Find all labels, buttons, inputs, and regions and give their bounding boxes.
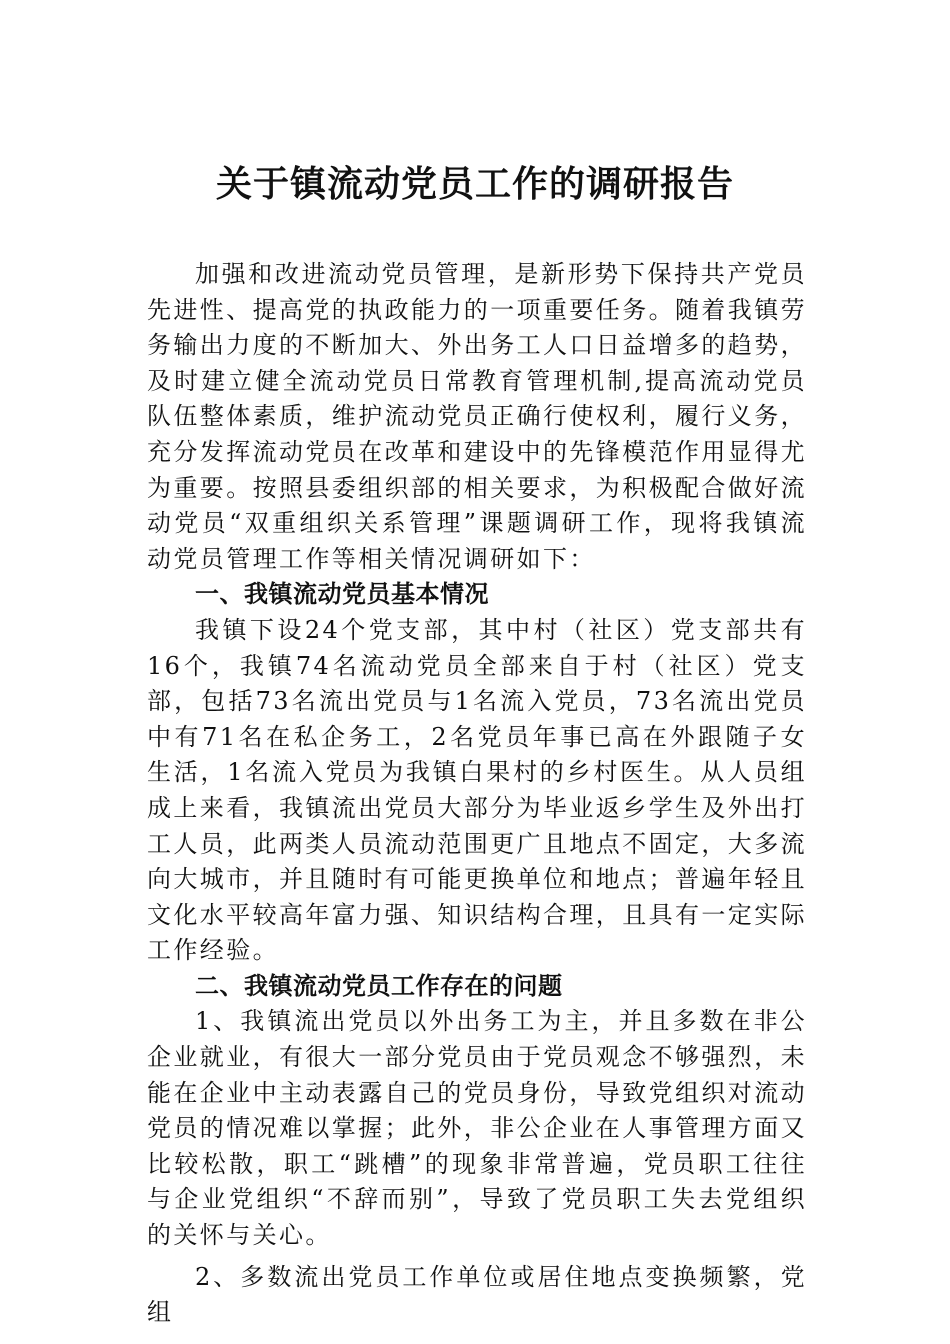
section-2-item-2: 2、多数流出党员工作单位或居住地点变换频繁，党组	[147, 1262, 807, 1327]
section-1-paragraph: 我镇下设24个党支部，其中村（社区）党支部共有16个，我镇74名流动党员全部来自于村（社区）党支部，包括73名流出党员与1名流入党员，73名流出党员中有71名在私企务工，2名党员年事已高在外跟随子女生活，1名流入党员为我镇白果村的乡村医生。从人员组成上来看，我镇流出党员大部分为毕业返乡学生及外出打工人员，此两类人员流动范围更广且地点不固定，大多流向大城市，并且随时有可能更换单位和地点；普遍年轻且文化水平较高年富力强、知识结构合理，且具有一定实际工作经验。	[147, 615, 807, 965]
document-title: 关于镇流动党员工作的调研报告	[215, 163, 734, 205]
document-body	[147, 257, 807, 1331]
section-2-heading: 二、我镇流动党员工作存在的问题	[195, 971, 563, 1000]
intro-paragraph: 加强和改进流动党员管理，是新形势下保持共产党员先进性、提高党的执政能力的一项重要任务。随着我镇劳务输出力度的不断加大、外出务工人口日益增多的趋势，及时建立健全流动党员日常教育管理机制,提高流动党员队伍整体素质，维护流动党员正确行使权利，履行义务，充分发挥流动党员在改革和建设中的先锋模范作用显得尤为重要。按照县委组织部的相关要求，为积极配合做好流动党员“双重组织关系管理”课题调研工作，现将我镇流动党员管理工作等相关情况调研如下：	[147, 260, 807, 573]
section-1-heading: 一、我镇流动党员基本情况	[195, 580, 489, 609]
section-2-item-1: 1、我镇流出党员以外出务工为主，并且多数在非公企业就业，有很大一部分党员由于党员观念不够强烈，未能在企业中主动表露自己的党员身份，导致党组织对流动党员的情况难以掌握；此外，非公企业在人事管理方面又比较松散，职工“跳槽”的现象非常普遍，党员职工往往与企业党组织“不辞而别”，导致了党员职工失去党组织的关怀与关心。	[147, 1007, 807, 1250]
